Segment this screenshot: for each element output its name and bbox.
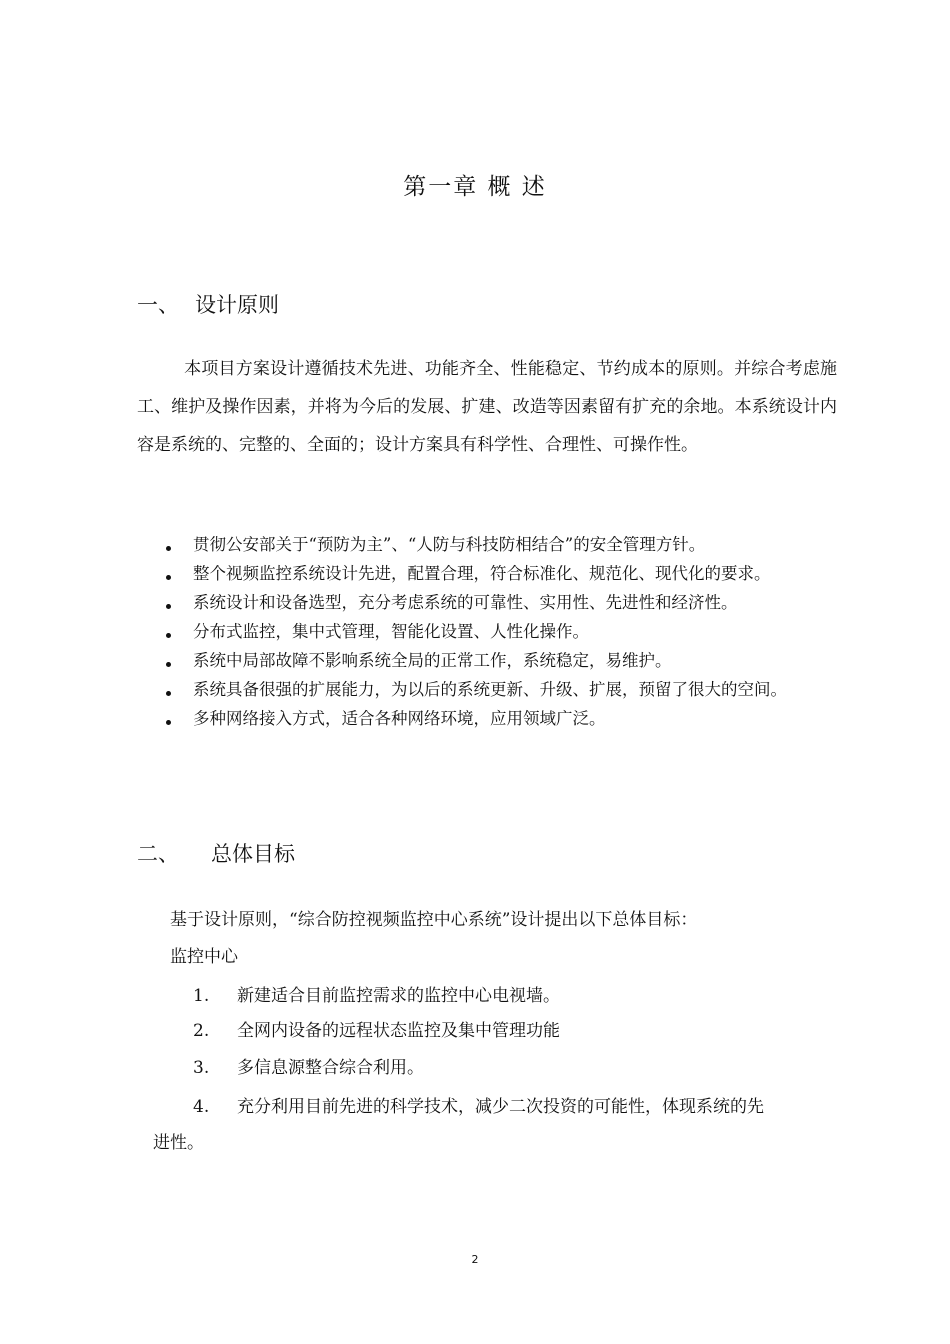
bullet-dot-icon <box>166 546 171 551</box>
section-2-number: 二、 <box>137 842 179 866</box>
list-item: 贯彻公安部关于“预防为主”、“人防与科技防相结合”的安全管理方针。 <box>162 532 842 558</box>
section-1-paragraph-text: 本项目方案设计遵循技术先进、功能齐全、性能稳定、节约成本的原则。并综合考虑施工、维护及操作因素，并将为今后的发展、扩建、改造等因素留有扩充的余地。本系统设计内容是系统的、完整的、全面的；设计方案具有科学性、合理性、可操作性。 <box>137 359 837 455</box>
list-item: 系统设计和设备选型，充分考虑系统的可靠性、实用性、先进性和经济性。 <box>162 590 842 616</box>
section-2-title: 总体目标 <box>211 842 295 866</box>
list-item: 系统中局部故障不影响系统全局的正常工作，系统稳定，易维护。 <box>162 648 842 674</box>
section-1-number: 一、 <box>137 293 179 317</box>
section-2-heading <box>137 838 295 868</box>
goal-item-4-continuation: 进性。 <box>153 1133 204 1153</box>
principles-list <box>162 532 842 735</box>
list-item: 整个视频监控系统设计先进，配置合理，符合标准化、规范化、现代化的要求。 <box>162 561 842 587</box>
page-number: 2 <box>471 1253 479 1266</box>
list-item: 多种网络接入方式，适合各种网络环境，应用领域广泛。 <box>162 706 842 732</box>
bullet-dot-icon <box>166 720 171 725</box>
bullet-dot-icon <box>166 691 171 696</box>
chapter-title: 第一章 概 述 <box>403 174 547 200</box>
section-1-title: 设计原则 <box>195 293 279 317</box>
section-1-paragraph <box>137 350 837 464</box>
section-2-subheading: 监控中心 <box>170 947 238 967</box>
bullet-dot-icon <box>166 633 171 638</box>
list-item: 系统具备很强的扩展能力，为以后的系统更新、升级、扩展，预留了很大的空间。 <box>162 677 842 703</box>
bullet-dot-icon <box>166 604 171 609</box>
bullet-dot-icon <box>166 662 171 667</box>
section-2-intro: 基于设计原则，“综合防控视频监控中心系统”设计提出以下总体目标： <box>170 910 698 930</box>
bullet-dot-icon <box>166 575 171 580</box>
list-item: 分布式监控，集中式管理，智能化设置、人性化操作。 <box>162 619 842 645</box>
document-page: 第一章 概 述 一、 设计原则 本项目方案设计遵循技术先进、功能齐全、性能稳定、节约成本的原则。并综合考虑施工、维护及操作因素，并将为今后的发展、扩建、改造等因素留有扩充的余地。本系统设计内容是系统的、完整的、全面的；设计方案具有科学性、合理性、可操作性。 贯彻公安部关于“预防为主”、“人防与科技防相结合”的安全管理方针。 整个视频监控系统设计先进，配置合理，符合标准化、规范化、现代化的要求。 系统设计和设备选型，充分考虑系统的可靠性、实用性、先进性和经济性。 分布式监控，集中式管理，智能化设置、人性化操作。 系统中局部故障不影响系统全局的正常工作，系统稳定，易维护。 系统具备很强的扩展能力，为以后的系统更新、升级、扩展，预留了很大的空间。 多种网络接入方式，适合各种网络环境，应用领域广泛。 二、 总体目标 基于设计原则，“综合防控视频监控中心系统”设计提出以下总体目标： 监控中心 1. 新建适合目前监控需求的监控中心电视墙。 2. 全网内设备的远程状态监控及集中管理功能 3. 多信息源整合综合利用。 4. 充分利用目前先进的科学技术，减少二次投资的可能性，体现系统的先 进性。 2 <box>0 0 950 1344</box>
section-1-heading <box>137 289 279 319</box>
